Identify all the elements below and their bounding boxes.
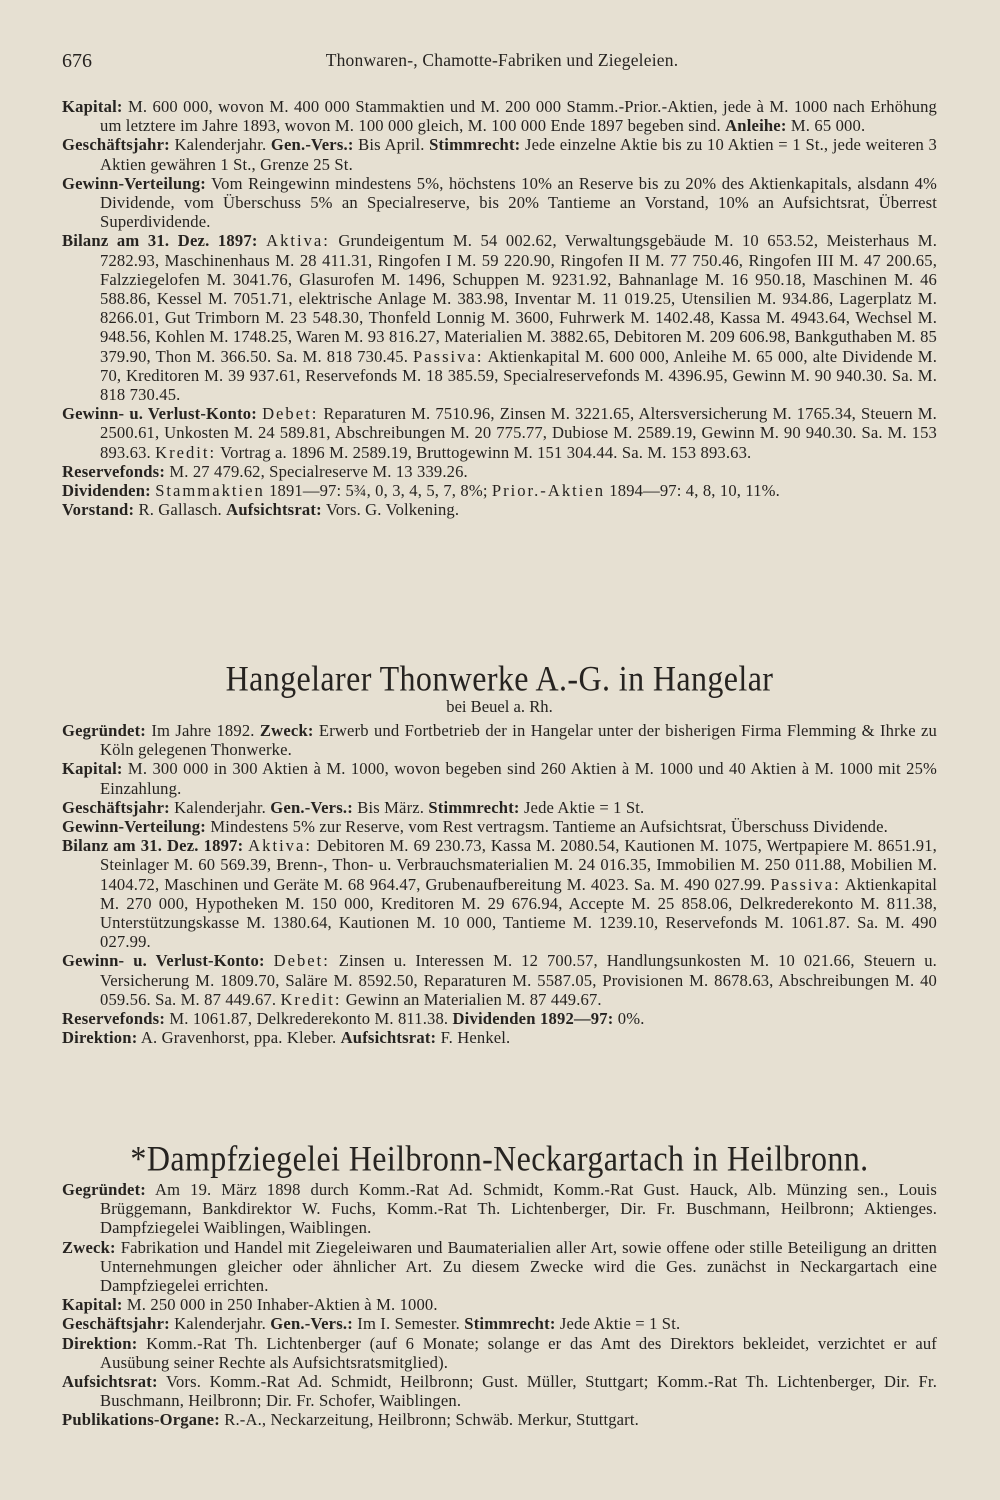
entry-geschaeftsjahr: Geschäftsjahr: Kalenderjahr. Gen.-Vers.: Bis März. Stimmrecht: Jede Aktie = 1 St. <box>62 797 645 817</box>
page-number: 676 <box>62 50 92 72</box>
running-title: Thonwaren-, Chamotte-Fabriken und Ziegeleien. <box>325 50 679 70</box>
company-title-heilbronn: *Dampfziegelei Heilbronn-Neckargartach in Heilbronn. <box>130 1137 869 1179</box>
entry-kapital: Kapital: M. 600 000, wovon M. 400 000 Stammaktien und M. 200 000 Stamm.-Prior.-Aktien, jede à M. 1000 nach Erhöhung um letztere im Jahre 1893, wovon M. 100 000 gleich, M. 100 000 Ende 1897 begeben sind. Anleihe: M. 65 000. <box>62 97 937 136</box>
entry-geschaeftsjahr: Geschäftsjahr: Kalenderjahr. Gen.-Vers.: Im I. Semester. Stimmrecht: Jede Aktie = 1 St. <box>62 1314 681 1334</box>
entry-bilanz: Bilanz am 31. Dez. 1897: Aktiva: Debitoren M. 69 230.73, Kassa M. 2080.54, Kautionen M. 1075, Wertpapiere M. 8651.91, Steinlager M. 60 569.39, Brenn-, Thon- u. Verbrauchsmaterialien M. 24 016.35, Immobilien M. 250 011.88, Mobilien M. 1404.72, Maschinen und Geräte M. 68 964.47, Grubenaufbereitung M. 4023. Sa. M. 490 027.99. Passiva: Aktienkapital M. 270 000, Hypotheken M. 150 000, Kreditoren M. 29 676.94, Accepte M. 25 858.06, Delkrederekonto M. 811.38, Unterstützungskasse M. 1380.64, Kautionen M. 10 000, Tantieme M. 1239.10, Reservefonds M. 1061.87. Sa. M. 490 027.99. <box>62 836 938 952</box>
entry-reservefonds: Reservefonds: M. 27 479.62, Specialreserve M. 13 339.26. <box>62 461 468 481</box>
entry-geschaeftsjahr: Geschäftsjahr: Kalenderjahr. Gen.-Vers.: Bis April. Stimmrecht: Jede einzelne Aktie bis zu 10 Aktien = 1 St., jede weiteren 3 Aktien gewähren 1 St., Grenze 25 St. <box>62 135 938 174</box>
entry-bilanz: Bilanz am 31. Dez. 1897: Aktiva: Grundeigentum M. 54 002.62, Verwaltungsgebäude M. 10 653.52, Meisterhaus M. 7282.93, Maschinenhaus M. 28 411.31, Ringofen I M. 59 220.90, Ringofen II M. 77 750.46, Ringofen III M. 47 200.65, Falzziegelofen M. 3041.76, Glasurofen M. 1496, Schuppen M. 9231.92, Bahnanlage M. 16 950.18, Maschinen M. 46 588.86, Kessel M. 7051.71, elektrische Anlage M. 383.98, Inventar M. 11 019.25, Utensilien M. 934.86, Lagerplatz M. 8266.01, Gut Trimborn M. 23 548.30, Thonfeld Lonnig M. 3600, Fuhrwerk M. 1402.48, Kassa M. 4943.64, Wechsel M. 948.56, Kohlen M. 1748.25, Waren M. 93 816.27, Materialien M. 3882.65, Debitoren M. 209 606.98, Bankguthaben M. 85 379.90, Thon M. 366.50. Sa. M. 818 730.45. Passiva: Aktienkapital M. 600 000, Anleihe M. 65 000, alte Dividende M. 70, Kreditoren M. 39 937.61, Reservefonds M. 18 385.59, Specialreservefonds M. 4396.95, Gewinn M. 90 940.30. Sa. M. 818 730.45. <box>62 231 937 405</box>
entry-direktion: Direktion: Komm.-Rat Th. Lichtenberger (auf 6 Monate; solange er das Amt des Direktors bekleidet, verzichtet er auf Ausübung seiner Rechte als Aufsichtsratsmitglied). <box>62 1333 937 1372</box>
entry-dividenden: Dividenden: Stammaktien 1891—97: 5¾, 0, 3, 4, 5, 7, 8%; Prior.-Aktien 1894—97: 4, 8, 10, 11%. <box>62 481 780 501</box>
entry-vorstand: Vorstand: R. Gallasch. Aufsichtsrat: Vors. G. Volkening. <box>62 500 460 520</box>
entry-gegruendet: Gegründet: Im Jahre 1892. Zweck: Erwerb und Fortbetrieb der in Hangelar unter der bisherigen Firma Flemming & Ihrke zu Köln gelegenen Thonwerke. <box>62 721 937 760</box>
section-hangelarer-thonwerke <box>62 721 937 1047</box>
entry-zweck: Zweck: Fabrikation und Handel mit Ziegeleiwaren und Baumaterialien aller Art, sowie offene oder stille Beteiligung an dritten Unternehmungen gleicher oder ähnlicher Art. Zu diesem Zwecke wird die Ges. zunächst in Neckargartach eine Dampfziegelei errichten. <box>62 1237 937 1296</box>
entry-gewinn-verlust-konto: Gewinn- u. Verlust-Konto: Debet: Zinsen u. Interessen M. 12 700.57, Handlungsunkosten M. 10 021.66, Steuern u. Versicherung M. 1809.70, Saläre M. 8592.50, Reparaturen M. 5587.05, Provisionen M. 8678.63, Abschreibungen M. 40 059.56. Sa. M. 87 449.67. Kredit: Gewinn an Materialien M. 87 449.67. <box>62 951 937 1009</box>
section-dampfziegelei-heilbronn <box>62 1180 937 1430</box>
company-title-hangelar: Hangelarer Thonwerke A.-G. in Hangelar <box>225 657 774 699</box>
entry-gewinn-verteilung: Gewinn-Verteilung: Mindestens 5% zur Reserve, vom Rest vertragsm. Tantieme an Aufsichtsrat, Überschuss Dividende. <box>62 817 888 837</box>
entry-kapital: Kapital: M. 300 000 in 300 Aktien à M. 1000, wovon begeben sind 260 Aktien à M. 1000 und 40 Aktien à M. 1000 mit 25% Einzahlung. <box>62 759 937 798</box>
entry-reservefonds: Reservefonds: M. 1061.87, Delkrederekonto M. 811.38. Dividenden 1892—97: 0%. <box>62 1009 645 1029</box>
entry-gegruendet: Gegründet: Am 19. März 1898 durch Komm.-Rat Ad. Schmidt, Komm.-Rat Gust. Hauck, Alb. Münzing sen., Louis Brüggemann, Bankdirektor W. Fuchs, Komm.-Rat Th. Lichtenberger, Dir. Fr. Buschmann, Heilbronn; Aktienges. Dampfziegelei Waiblingen, Waiblingen. <box>62 1180 937 1238</box>
section-continued-company <box>62 97 937 519</box>
entry-direktion: Direktion: A. Gravenhorst, ppa. Kleber. Aufsichtsrat: F. Henkel. <box>62 1028 511 1048</box>
entry-gewinn-verteilung: Gewinn-Verteilung: Vom Reingewinn mindestens 5%, höchstens 10% an Reserve bis zu 20% des Aktienkapitals, alsdann 4% Dividende, vom Überschuss 5% an Specialreserve, bis 20% Tantieme an Vorstand, 10% an Aufsichtsrat, Überrest Superdividende. <box>62 173 937 232</box>
entry-kapital: Kapital: M. 250 000 in 250 Inhaber-Aktien à M. 1000. <box>62 1295 438 1315</box>
entry-gewinn-verlust-konto: Gewinn- u. Verlust-Konto: Debet: Reparaturen M. 7510.96, Zinsen M. 3221.65, Altersversicherung M. 1765.34, Steuern M. 2500.61, Unkosten M. 24 589.81, Abschreibungen M. 20 775.77, Dubiose M. 2589.19, Gewinn M. 90 940.30. Sa. M. 153 893.63. Kredit: Vortrag a. 1896 M. 2589.19, Bruttogewinn M. 151 304.44. Sa. M. 153 893.63. <box>62 404 937 462</box>
entry-aufsichtsrat: Aufsichtsrat: Vors. Komm.-Rat Ad. Schmidt, Heilbronn; Gust. Müller, Stuttgart; Komm.-Rat Th. Lichtenberger, Dir. Fr. Buschmann, Heilbronn; Dir. Fr. Schofer, Waiblingen. <box>62 1372 937 1411</box>
entry-publikations-organe: Publikations-Organe: R.-A., Neckarzeitung, Heilbronn; Schwäb. Merkur, Stuttgart. <box>62 1410 639 1430</box>
running-head <box>62 50 942 74</box>
company-subtitle-hangelar: bei Beuel a. Rh. <box>446 697 553 716</box>
